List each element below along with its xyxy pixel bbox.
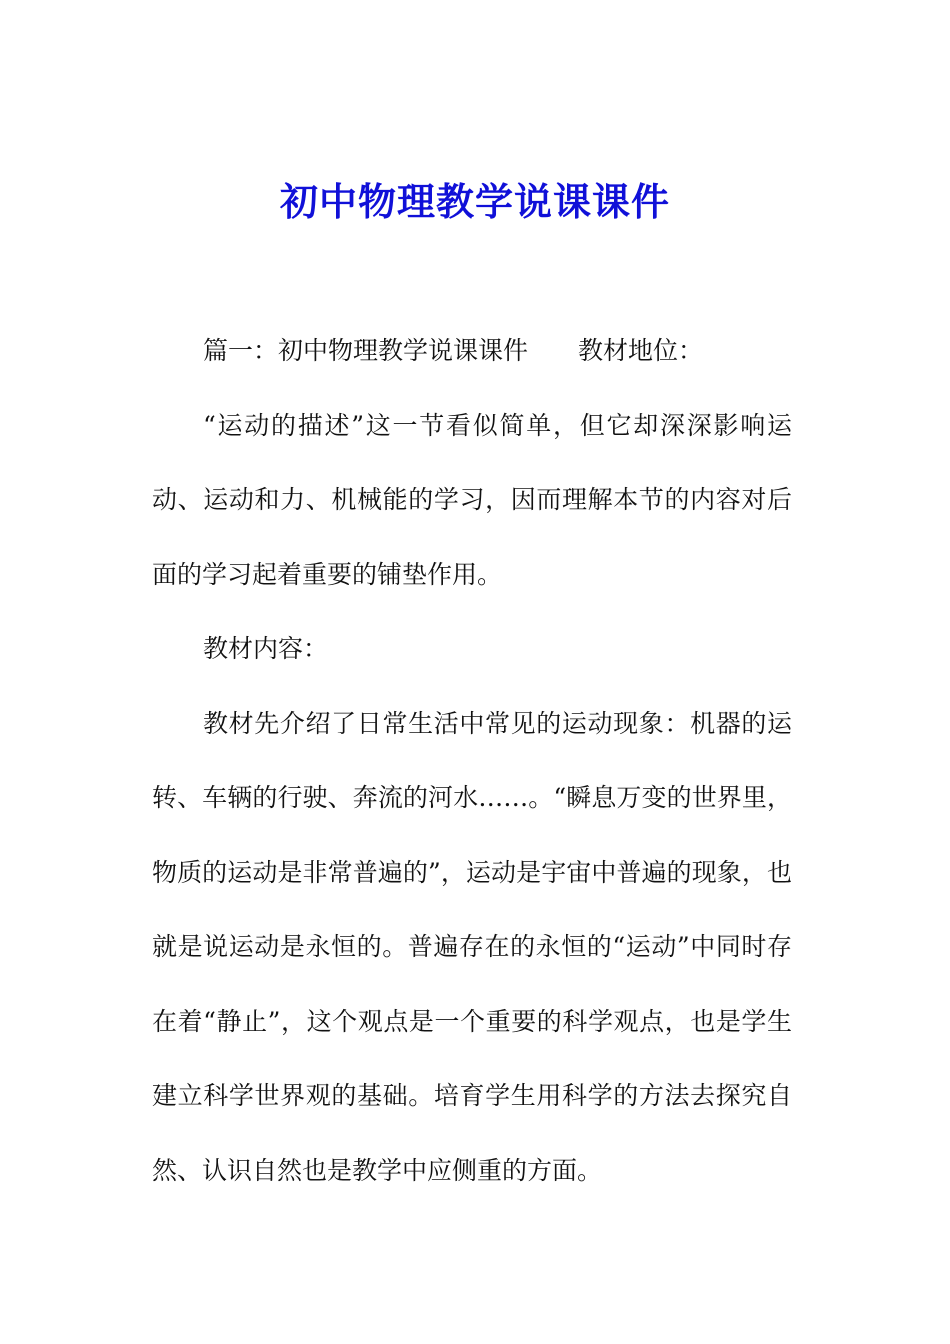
subheading-material-position: 教材地位： xyxy=(578,336,704,365)
document-body xyxy=(152,314,792,1208)
paragraph-heading-line xyxy=(152,314,792,389)
paragraph-material-content-heading: 教材内容： xyxy=(203,634,329,663)
paragraph-material-content: 教材先介绍了日常生活中常见的运动现象：机器的运转、车辆的行驶、奔流的河水……。“瞬息万变的世界里，物质的运动是非常普遍的”，运动是宇宙中普遍的现象，也就是说运动是永恒的。普遍存在的永恒的“运动”中同时存在着“静止”，这个观点是一个重要的科学观点，也是学生建立科学世界观的基础。培育学生用科学的方法去探究自然、认识自然也是教学中应侧重的方面。 xyxy=(152,708,792,1185)
section-heading: 篇一：初中物理教学说课课件 xyxy=(203,336,529,365)
document-title: 初中物理教学说课课件 xyxy=(279,179,670,224)
paragraph-material-position: “运动的描述”这一节看似简单，但它却深深影响运动、运动和力、机械能的学习，因而理解本节的内容对后面的学习起着重要的铺垫作用。 xyxy=(152,410,792,589)
